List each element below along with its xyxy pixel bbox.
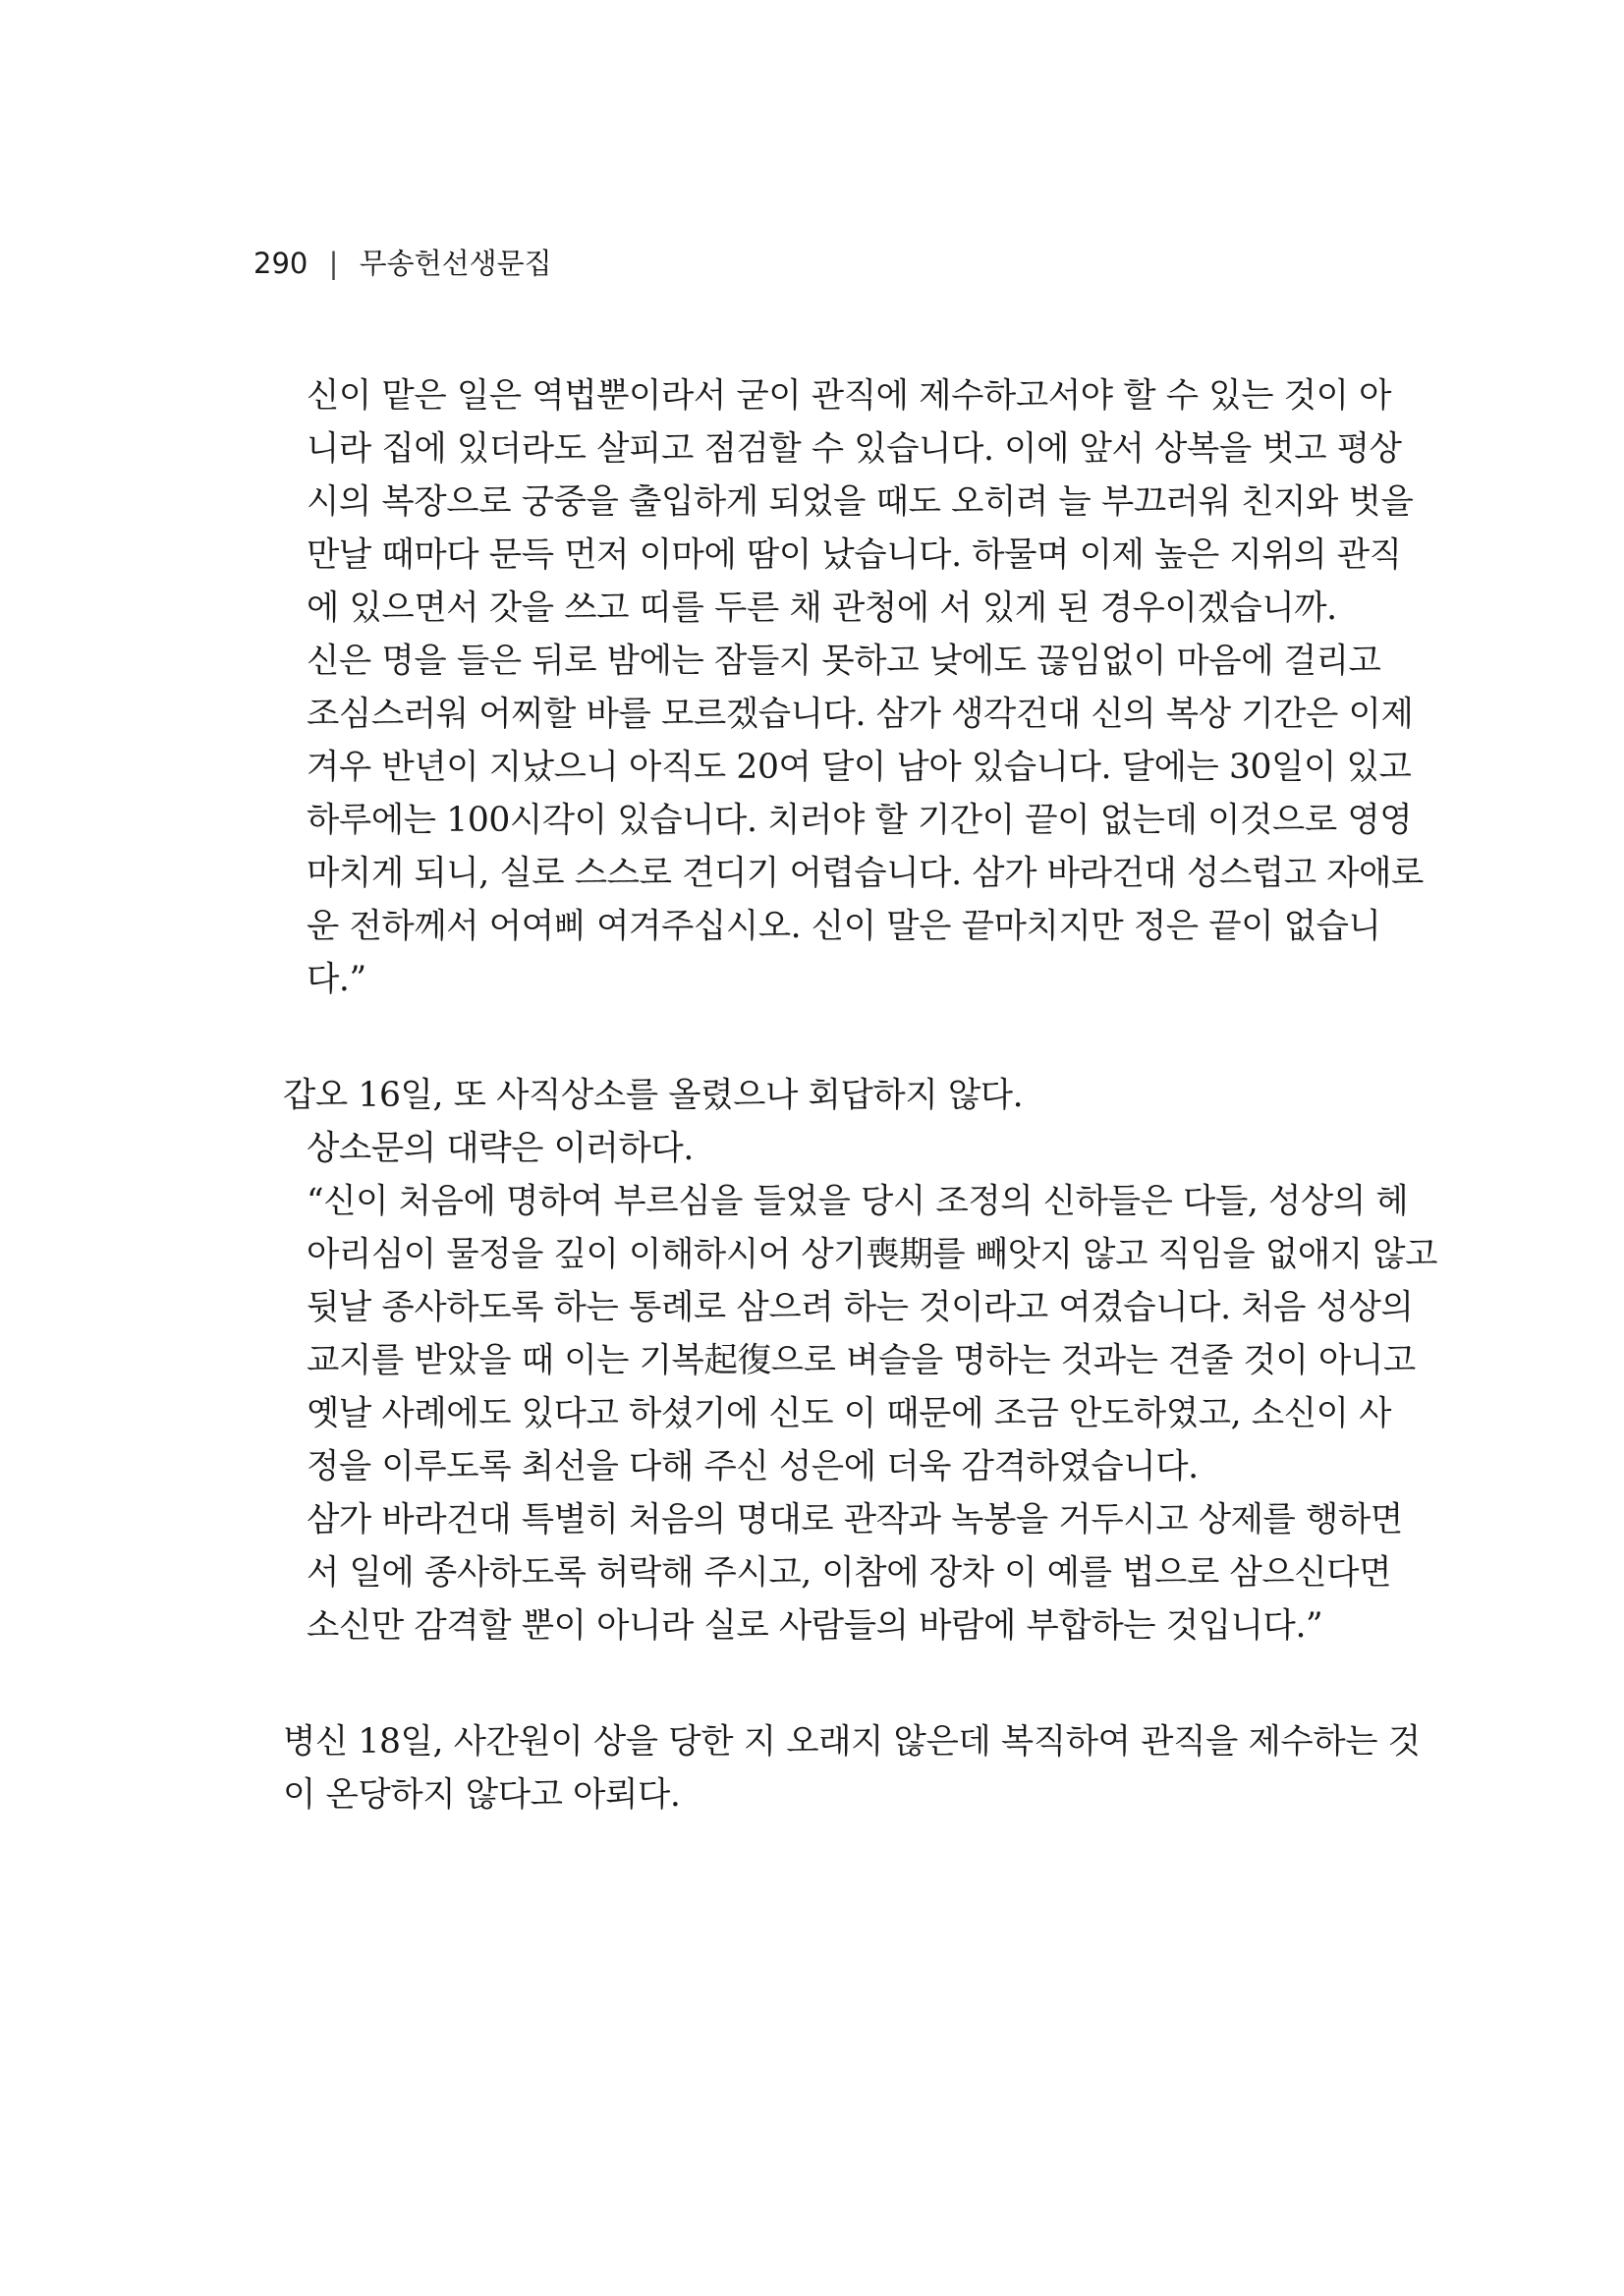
running-head [253,244,552,283]
text-line: 운 전하께서 어여삐 여겨주십시오. 신이 말은 끝마치지만 정은 끝이 없습니 [307,907,1381,946]
text-line: 하루에는 100시각이 있습니다. 치러야 할 기간이 끝이 없는데 이것으로 영영 [307,801,1413,840]
text-line: 시의 복장으로 궁중을 출입하게 되었을 때도 오히려 늘 부끄러워 친지와 벗을 [307,482,1414,522]
entry-heading: 갑오 16일, 또 사직상소를 올렸으나 회답하지 않다. [283,1076,1024,1115]
text-line: 신이 맡은 일은 역법뿐이라서 굳이 관직에 제수하고서야 할 수 있는 것이 아 [307,376,1392,416]
text-line: “신이 처음에 명하여 부르심을 들었을 당시 조정의 신하들은 다들, 성상의 헤 [307,1182,1409,1221]
text-line: 니라 집에 있더라도 살피고 점검할 수 있습니다. 이에 앞서 상복을 벗고 평상 [307,429,1402,469]
header-separator: | [328,247,339,280]
text-line: 만날 때마다 문득 먼저 이마에 땀이 났습니다. 하물며 이제 높은 지위의 관직 [307,535,1402,575]
text-line: 상소문의 대략은 이러하다. [307,1129,694,1168]
text-line: 정을 이루도록 최선을 다해 주신 성은에 더욱 감격하였습니다. [307,1447,1199,1486]
text-line: 신은 명을 들은 뒤로 밤에는 잠들지 못하고 낮에도 끊임없이 마음에 걸리고 [307,642,1381,681]
text-line: 아리심이 물정을 깊이 이해하시어 상기喪期를 빼앗지 않고 직임을 없애지 않고 [307,1235,1438,1274]
text-line: 다.” [307,960,366,999]
text-line: 마치게 되니, 실로 스스로 견디기 어렵습니다. 삼가 바라건대 성스럽고 자애로 [307,854,1424,893]
text-line: 삼가 바라건대 특별히 처음의 명대로 관작과 녹봉을 거두시고 상제를 행하면 [307,1500,1403,1540]
text-line: 교지를 받았을 때 이는 기복起復으로 벼슬을 명하는 것과는 견줄 것이 아니고 [307,1341,1416,1380]
text-line: 조심스러워 어찌할 바를 모르겠습니다. 삼가 생각건대 신의 복상 기간은 이제 [307,695,1414,734]
entry-heading: 병신 18일, 사간원이 상을 당한 지 오래지 않은데 복직하여 관직을 제수하는 것 [283,1722,1421,1762]
text-line: 이 온당하지 않다고 아뢰다. [283,1775,681,1815]
text-line: 겨우 반년이 지났으니 아직도 20여 달이 남아 있습니다. 달에는 30일이 있고 [307,748,1412,787]
text-line: 뒷날 종사하도록 하는 통례로 삼으려 하는 것이라고 여겼습니다. 처음 성상의 [307,1288,1414,1327]
page-number: 290 [253,247,308,280]
book-title: 무송헌선생문집 [359,247,552,280]
text-line: 서 일에 종사하도록 허락해 주시고, 이참에 장차 이 예를 법으로 삼으신다면 [307,1553,1392,1593]
text-line: 소신만 감격할 뿐이 아니라 실로 사람들의 바람에 부합하는 것입니다.” [307,1606,1323,1646]
text-line: 에 있으면서 갓을 쓰고 띠를 두른 채 관청에 서 있게 된 경우이겠습니까. [307,588,1337,628]
text-line: 옛날 사례에도 있다고 하셨기에 신도 이 때문에 조금 안도하였고, 소신이 사 [307,1394,1392,1433]
